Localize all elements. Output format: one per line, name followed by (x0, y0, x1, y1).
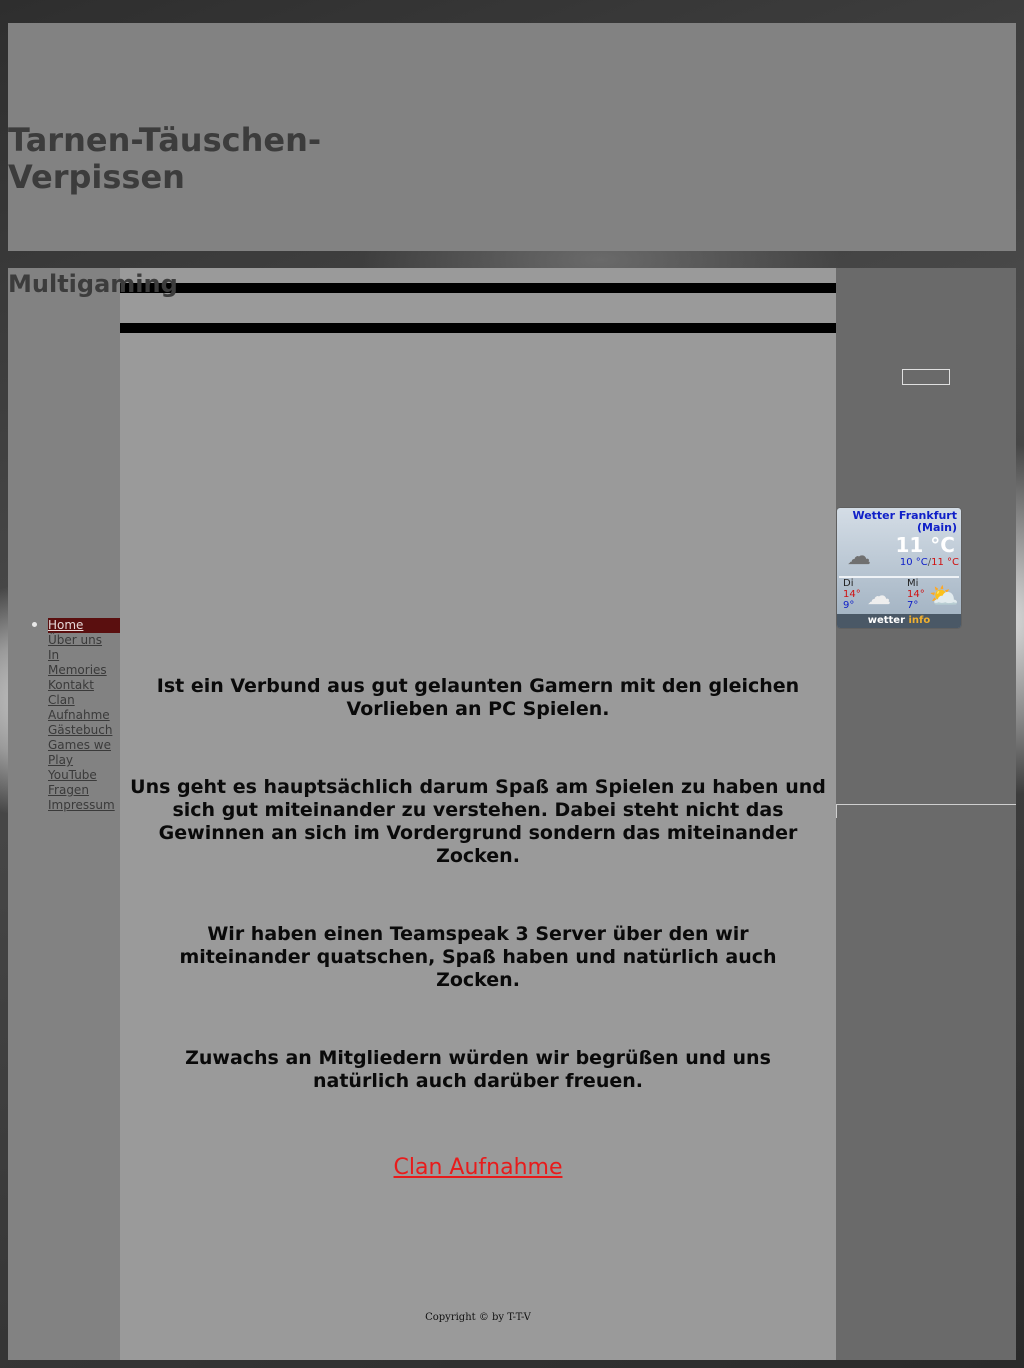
members-paragraph: Zuwachs an Mitgliedern würden wir begrüßen und uns natürlich auch darüber freuen. (185, 1047, 771, 1092)
weather-city: Wetter Frankfurt (Main) (852, 509, 957, 534)
weather-separator: / (927, 557, 932, 568)
teamspeak-paragraph: Wir haben einen Teamspeak 3 Server über den wir miteinander quatschen, Spaß haben und natürlich auch Zocken. (179, 923, 777, 991)
partly-cloudy-icon: ⛅ (929, 582, 959, 610)
top-divider-bar (120, 283, 836, 293)
forecast-day-2-high: 14° (907, 589, 925, 600)
main-navigation (48, 618, 120, 813)
forecast-day-1 (843, 578, 861, 611)
nav-item-kontakt[interactable]: Kontakt (48, 678, 94, 692)
copyright-text: Copyright © by T-T-V (425, 1312, 531, 1323)
weather-brand-accent: info (908, 615, 931, 626)
weather-min: 10 °C (899, 557, 928, 568)
right-sidebar (836, 268, 1016, 1360)
nav-item-impressum[interactable]: Impressum (48, 798, 115, 812)
bullet-icon (32, 622, 37, 627)
forecast-day-1-high: 14° (843, 589, 861, 600)
forecast-day-1-name: Di (843, 578, 854, 589)
site-title: Tarnen-Täuschen-Verpissen (8, 121, 322, 196)
bottom-divider-bar (120, 323, 836, 333)
nav-item-youtube[interactable]: YouTube (48, 768, 97, 782)
nav-item-home[interactable]: Home (48, 618, 120, 633)
goals-paragraph: Uns geht es hauptsächlich darum Spaß am Spielen zu haben und sich gut miteinander zu verstehen. Dabei steht nicht das Gewinnen an sich im Vordergrund sondern das miteinander Zocken. (130, 776, 826, 867)
clan-link-container (120, 1154, 836, 1182)
forecast-day-2-low: 7° (907, 600, 919, 611)
nav-item-memories[interactable]: Memories (48, 663, 107, 677)
nav-item-fragen[interactable]: Fragen (48, 783, 89, 797)
left-sidebar (8, 268, 120, 1360)
nav-item-in[interactable]: In (48, 648, 60, 662)
nav-item-clan[interactable]: Clan (48, 693, 75, 707)
weather-widget[interactable] (837, 508, 961, 628)
intro-paragraph: Ist ein Verbund aus gut gelaunten Gamern mit den gleichen Vorlieben an PC Spielen. (156, 675, 800, 720)
site-header (8, 23, 1016, 251)
site-subtitle: Multigaming (8, 270, 178, 298)
cloud-rain-icon: ☁ (867, 582, 891, 610)
weather-brand[interactable] (837, 614, 961, 628)
sidebar-divider-tick (836, 804, 837, 818)
weather-brand-main: wetter (867, 615, 906, 626)
small-input-box[interactable] (902, 369, 950, 385)
rain-cloud-icon: ☁ (847, 542, 871, 570)
nav-item-aufnahme[interactable]: Aufnahme (48, 708, 110, 722)
clan-aufnahme-link[interactable]: Clan Aufnahme (393, 1155, 563, 1180)
sidebar-divider (836, 804, 1016, 805)
nav-item-ueber-uns[interactable]: Über uns (48, 633, 102, 647)
weather-range (900, 557, 959, 568)
forecast-day-1-low: 9° (843, 600, 855, 611)
nav-item-gaestebuch[interactable]: Gästebuch (48, 723, 113, 737)
forecast-day-2 (907, 578, 925, 611)
nav-item-games-we[interactable]: Games we (48, 738, 111, 752)
weather-temperature: 11 °C (895, 533, 955, 557)
nav-item-play[interactable]: Play (48, 753, 74, 767)
forecast-day-2-name: Mi (907, 578, 919, 589)
weather-max: 11 °C (931, 557, 959, 568)
main-content (120, 268, 836, 1360)
